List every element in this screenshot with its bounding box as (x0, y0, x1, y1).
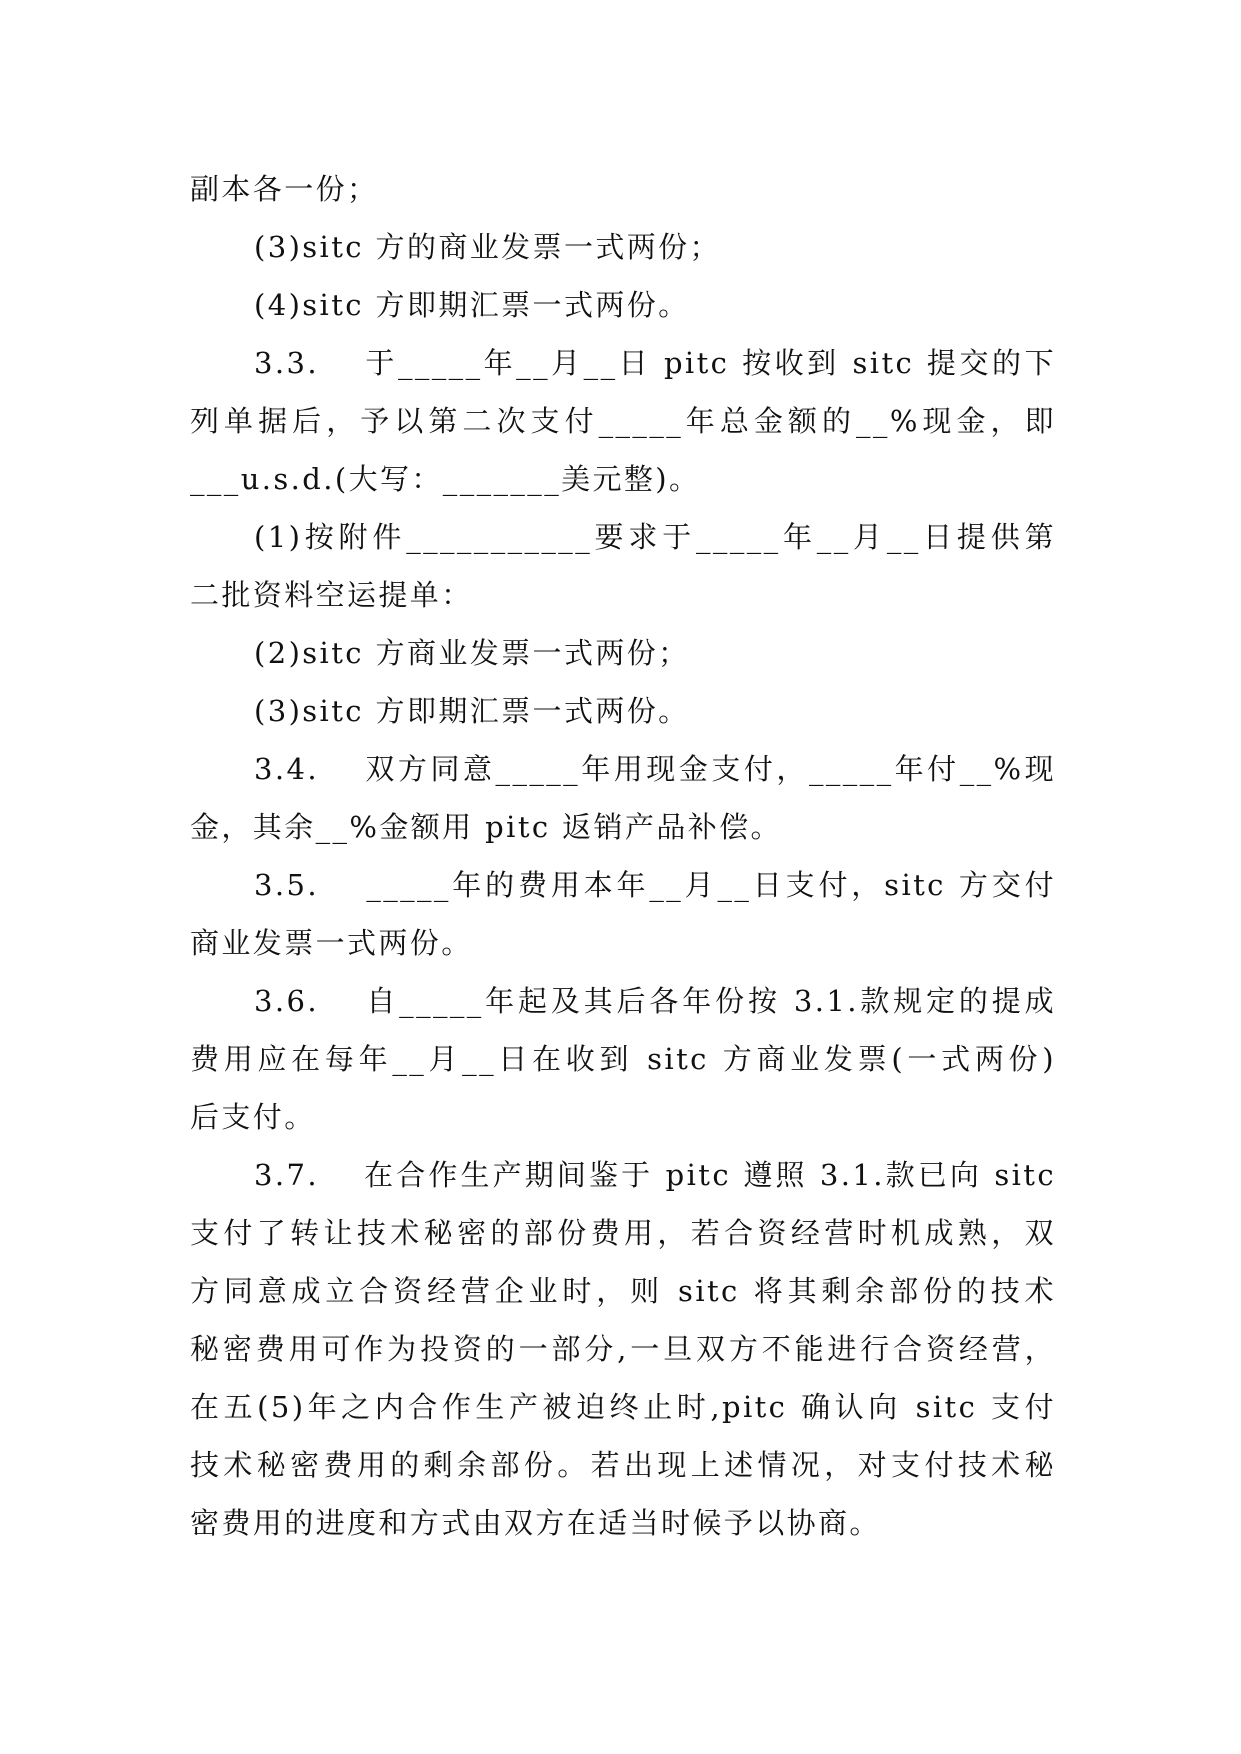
text-line: (4)sitc 方即期汇票一式两份。 (254, 288, 690, 322)
text-line: 费用应在每年__月__日在收到 sitc 方商业发票(一式两份) (190, 1042, 1056, 1076)
document-body (190, 160, 1056, 1552)
text-line: 3.4. 双方同意_____年用现金支付，_____年付__%现 (254, 752, 1056, 786)
text-line: 列单据后，予以第二次支付_____年总金额的__%现金，即 (190, 404, 1056, 438)
text-line: 3.6. 自_____年起及其后各年份按 3.1.款规定的提成 (254, 984, 1056, 1018)
text-line: 3.3. 于_____年__月__日 pitc 按收到 sitc 提交的下 (254, 346, 1056, 380)
text-line: 3.5. _____年的费用本年__月__日支付，sitc 方交付 (254, 868, 1056, 902)
text-line: 商业发票一式两份。 (190, 926, 473, 960)
text-line: (2)sitc 方商业发票一式两份； (254, 636, 690, 670)
text-line: 密费用的进度和方式由双方在适当时候予以协商。 (190, 1506, 881, 1540)
text-line: 金，其余__%金额用 pitc 返销产品补偿。 (190, 810, 782, 844)
text-line: 技术秘密费用的剩余部份。若出现上述情况，对支付技术秘 (190, 1448, 1056, 1482)
text-line: (3)sitc 方即期汇票一式两份。 (254, 694, 690, 728)
text-line: ___u.s.d.(大写：_______美元整)。 (190, 462, 701, 496)
text-line: 二批资料空运提单： (190, 578, 473, 612)
text-line: 支付了转让技术秘密的部份费用，若合资经营时机成熟，双 (190, 1216, 1056, 1250)
text-line: (1)按附件___________要求于_____年__月__日提供第 (254, 520, 1056, 554)
text-line: 3.7. 在合作生产期间鉴于 pitc 遵照 3.1.款已向 sitc (254, 1158, 1056, 1192)
text-line: (3)sitc 方的商业发票一式两份； (254, 230, 721, 264)
text-line: 在五(5)年之内合作生产被迫终止时,pitc 确认向 sitc 支付 (190, 1390, 1056, 1424)
text-line: 副本各一份； (190, 172, 379, 206)
text-line: 秘密费用可作为投资的一部分,一旦双方不能进行合资经营， (190, 1332, 1056, 1366)
text-line: 方同意成立合资经营企业时，则 sitc 将其剩余部份的技术 (190, 1274, 1056, 1308)
text-line: 后支付。 (190, 1100, 316, 1134)
